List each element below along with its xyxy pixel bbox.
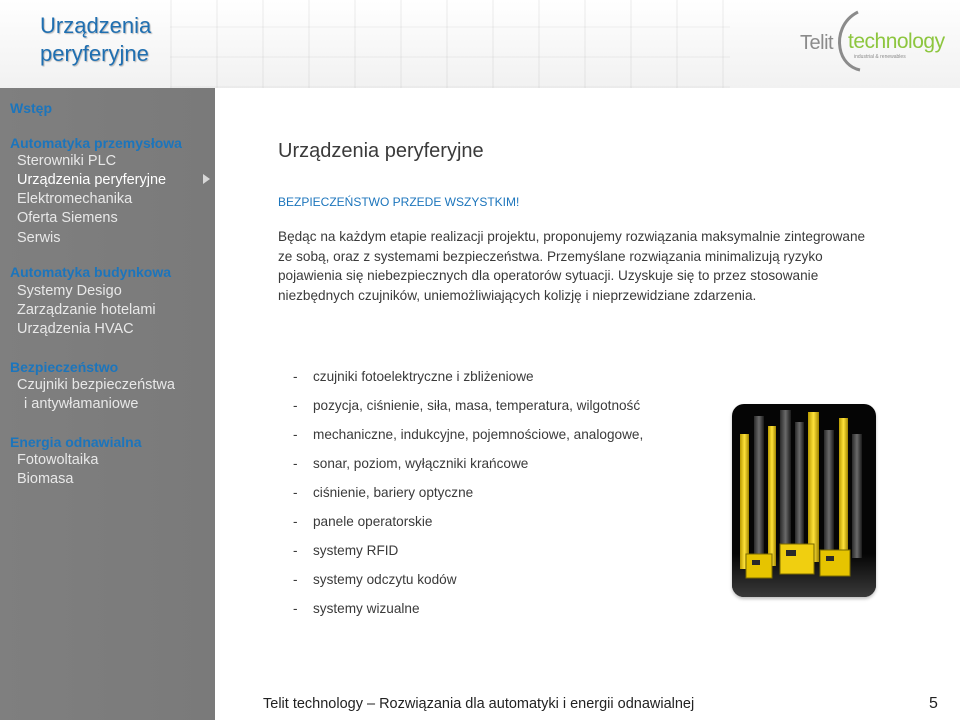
bullet-dash: - bbox=[293, 369, 298, 384]
sidebar-heading-industrial-automation[interactable]: Automatyka przemysłowa bbox=[10, 135, 182, 151]
bullet-dash: - bbox=[293, 427, 298, 442]
sidebar-item-photovoltaics[interactable]: Fotowoltaika bbox=[17, 452, 99, 468]
sidebar-item-intro[interactable]: Wstęp bbox=[10, 100, 52, 116]
bullet-dash: - bbox=[293, 398, 298, 413]
sidebar-item-intrusion-sensors[interactable]: i antywłamaniowe bbox=[24, 396, 139, 412]
company-logo bbox=[796, 10, 946, 70]
list-item: - systemy odczytu kodów bbox=[293, 572, 457, 587]
list-item: - ciśnienie, bariery optyczne bbox=[293, 485, 474, 500]
sidebar-heading-security[interactable]: Bezpieczeństwo bbox=[10, 359, 119, 375]
sidebar-item-plc[interactable]: Sterowniki PLC bbox=[17, 153, 117, 169]
bullet-dash: - bbox=[293, 572, 298, 587]
bullet-dash: - bbox=[293, 514, 298, 529]
list-item: - sonar, poziom, wyłączniki krańcowe bbox=[293, 456, 529, 471]
footer bbox=[0, 688, 960, 720]
sidebar-item-hvac[interactable]: Urządzenia HVAC bbox=[17, 321, 134, 337]
list-item: - mechaniczne, indukcyjne, pojemnościowe, analogowe, bbox=[293, 427, 644, 442]
sidebar-item-siemens-offer[interactable]: Oferta Siemens bbox=[17, 210, 118, 226]
page-title: Urządzenia peryferyjne bbox=[278, 140, 484, 162]
list-item: - czujniki fotoelektryczne i zbliżeniowe bbox=[293, 369, 534, 384]
sidebar-item-service[interactable]: Serwis bbox=[17, 230, 61, 246]
sidebar-item-hotel-management[interactable]: Zarządzanie hotelami bbox=[17, 302, 156, 318]
logo-brand-left: Telit bbox=[800, 32, 834, 54]
sidebar-item-safety-sensors[interactable]: Czujniki bezpieczeństwa bbox=[17, 377, 175, 393]
header-title-line1: Urządzenia bbox=[40, 13, 152, 38]
header bbox=[0, 0, 960, 88]
logo-tagline: industrial & renewables bbox=[854, 54, 906, 60]
sidebar-heading-building-automation[interactable]: Automatyka budynkowa bbox=[10, 264, 172, 280]
intro-paragraph: Będąc na każdym etapie realizacji projektu, proponujemy rozwiązania maksymalnie zintegrowane ze sobą, oraz z systemami bezpieczeństwa. Przemyślane rozwiązania minimalizują ryzyko pojawienia się niebezpiecznych dla operatorów sytuacji. Uzyskuje się to przez stosowanie niezbędnych czujników, uniemożliwiających kolizję i nieprzewidziane zdarzenia. bbox=[278, 229, 866, 303]
list-item: - systemy RFID bbox=[293, 543, 399, 558]
list-item: - systemy wizualne bbox=[293, 601, 420, 616]
sidebar-item-peripheral-devices[interactable]: Urządzenia peryferyjne bbox=[17, 172, 167, 188]
feature-list bbox=[293, 367, 643, 628]
list-item: - pozycja, ciśnienie, siła, masa, temperatura, wilgotność bbox=[293, 398, 641, 413]
sidebar-item-biomass[interactable]: Biomasa bbox=[17, 471, 74, 487]
sidebar bbox=[0, 88, 215, 720]
sidebar-item-electromechanics[interactable]: Elektromechanika bbox=[17, 191, 133, 207]
bullet-dash: - bbox=[293, 601, 298, 616]
section-subheading: BEZPIECZEŃSTWO PRZEDE WSZYSTKIM! bbox=[278, 195, 520, 209]
safety-light-curtain-illustration bbox=[732, 404, 876, 597]
active-item-arrow-icon bbox=[203, 174, 210, 184]
header-title bbox=[40, 12, 260, 68]
list-item: - panele operatorskie bbox=[293, 514, 433, 529]
bullet-dash: - bbox=[293, 485, 298, 500]
header-title-line2: peryferyjne bbox=[40, 41, 149, 66]
sidebar-heading-renewable-energy[interactable]: Energia odnawialna bbox=[10, 434, 142, 450]
logo-brand-right: technology bbox=[848, 30, 945, 53]
page-number: 5 bbox=[929, 695, 938, 712]
bullet-dash: - bbox=[293, 543, 298, 558]
safety-sensors-product-image bbox=[732, 404, 876, 597]
sidebar-item-desigo[interactable]: Systemy Desigo bbox=[17, 283, 122, 299]
bullet-dash: - bbox=[293, 456, 298, 471]
footer-text: Telit technology – Rozwiązania dla automatyki i energii odnawialnej bbox=[263, 696, 695, 712]
main-content bbox=[215, 88, 960, 688]
